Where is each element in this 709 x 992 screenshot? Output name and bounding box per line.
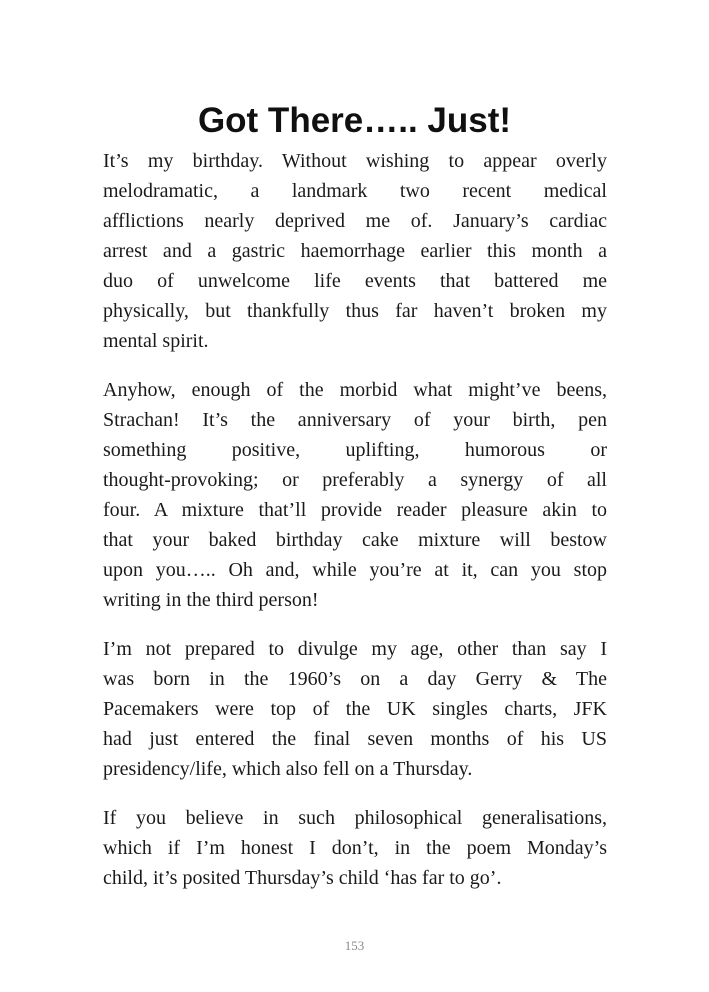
text-line: that your baked birthday cake mixture will bestow (103, 529, 607, 551)
text-line: Anyhow, enough of the morbid what might’ve beens, (103, 379, 607, 401)
text-line: afflictions nearly deprived me of. January’s cardiac (103, 210, 607, 232)
page-number: 153 (344, 938, 365, 953)
text-line: melodramatic, a landmark two recent medical (103, 180, 607, 202)
text-line: thought-provoking; or preferably a synergy of all (103, 469, 607, 491)
text-line: physically, but thankfully thus far haven’t broken my (103, 300, 607, 322)
text-line: mental spirit. (103, 330, 209, 352)
text-line: arrest and a gastric haemorrhage earlier this month a (103, 240, 607, 262)
text-line: four. A mixture that’ll provide reader pleasure akin to (103, 499, 607, 521)
text-line: something positive, uplifting, humorous or (103, 439, 607, 461)
text-line: was born in the 1960’s on a day Gerry & The (103, 668, 607, 690)
text-line: Pacemakers were top of the UK singles charts, JFK (103, 698, 607, 720)
paragraph (103, 803, 607, 893)
page-body (103, 146, 607, 893)
text-line: which if I’m honest I don’t, in the poem Monday’s (103, 837, 607, 859)
paragraph (103, 634, 607, 784)
text-line: upon you….. Oh and, while you’re at it, can you stop (103, 559, 607, 581)
text-line: duo of unwelcome life events that battered me (103, 270, 607, 292)
text-line: I’m not prepared to divulge my age, other than say I (103, 638, 607, 660)
text-line: child, it’s posited Thursday’s child ‘has far to go’. (103, 867, 502, 889)
text-line: writing in the third person! (103, 589, 319, 611)
text-line: It’s my birthday. Without wishing to appear overly (103, 150, 607, 172)
text-line: Strachan! It’s the anniversary of your birth, pen (103, 409, 607, 431)
text-line: If you believe in such philosophical generalisations, (103, 807, 607, 829)
text-line: presidency/life, which also fell on a Thursday. (103, 758, 473, 780)
paragraph (103, 375, 607, 615)
paragraph (103, 146, 607, 356)
page-title: Got There….. Just! (197, 101, 512, 141)
text-line: had just entered the final seven months of his US (103, 728, 607, 750)
